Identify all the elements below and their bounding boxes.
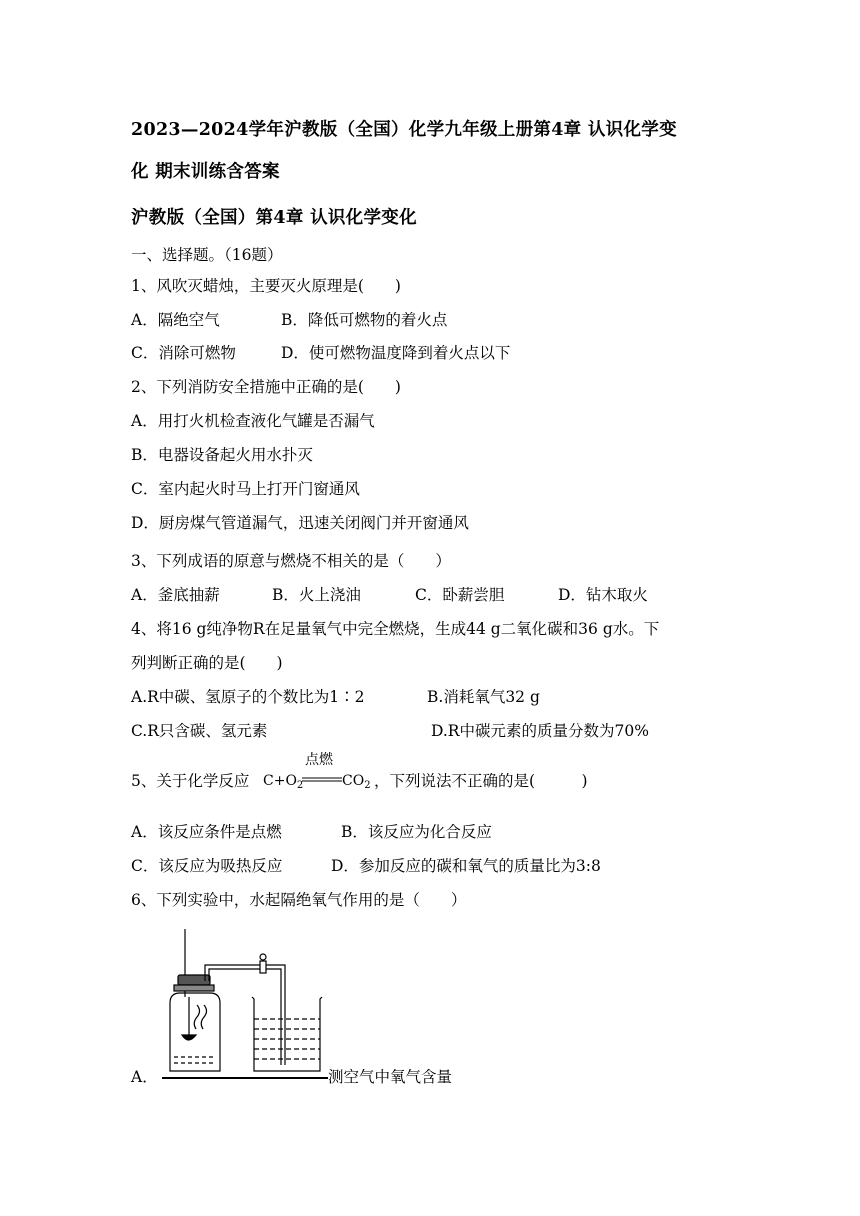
q4-stem-line1: 4、将16 g纯净物R在足量氧气中完全燃烧，生成44 g二氧化碳和36 g水。下 [131, 620, 660, 638]
document-title-line2: 化 期末训练含答案 [131, 162, 280, 182]
q5-equation-left [263, 773, 303, 794]
q1-option-b: B．降低可燃物的着火点 [281, 311, 448, 329]
q1-option-d: D．使可燃物温度降到着火点以下 [281, 344, 511, 362]
q1-stem: 1、风吹灭蜡烛，主要灭火原理是( ) [131, 277, 401, 295]
q5-equation-left-text: C+O [263, 773, 297, 789]
q5-equation-right [342, 773, 371, 794]
q1-option-c: C．消除可燃物 [131, 344, 236, 362]
equals-arrow-icon [302, 777, 342, 783]
q5-option-c: C．该反应为吸热反应 [131, 857, 283, 875]
q5-option-b: B．该反应为化合反应 [341, 823, 492, 841]
document-title-line1: 2023—2024学年沪教版（全国）化学九年级上册第4章 认识化学变 [131, 120, 677, 140]
q2-stem: 2、下列消防安全措施中正确的是( ) [131, 378, 401, 396]
q4-stem-line2: 列判断正确的是( ) [131, 654, 283, 672]
q4-option-b: B.消耗氧气32 g [427, 688, 540, 706]
q2-option-b: B．电器设备起火用水扑灭 [131, 446, 313, 464]
q5-reaction-condition: 点燃 [305, 752, 333, 768]
chapter-heading: 沪教版（全国）第4章 认识化学变化 [131, 208, 417, 228]
q3-stem: 3、下列成语的原意与燃烧不相关的是（ ） [131, 552, 451, 570]
q5-option-d: D．参加反应的碳和氧气的质量比为3:8 [331, 857, 601, 875]
q6-stem: 6、下列实验中，水起隔绝氧气作用的是（ ） [131, 891, 467, 909]
q6-option-a-caption: 测空气中氧气含量 [328, 1068, 453, 1086]
q5-stem-suffix: ，下列说法不正确的是( ) [374, 772, 588, 790]
q4-option-c: C.R只含碳、氢元素 [131, 722, 268, 740]
q5-option-a: A．该反应条件是点燃 [131, 823, 282, 841]
q2-option-a: A．用打火机检查液化气罐是否漏气 [131, 412, 375, 430]
q4-option-a: A.R中碳、氢原子的个数比为1∶2 [131, 688, 365, 706]
q4-option-d: D.R中碳元素的质量分数为70% [431, 722, 649, 740]
q3-option-c: C．卧薪尝胆 [415, 586, 505, 604]
q1-option-a: A．隔绝空气 [131, 311, 220, 329]
q3-option-b: B．火上浇油 [272, 586, 361, 604]
q5-equation-right-text: CO [342, 773, 365, 789]
q3-option-a: A．釜底抽薪 [131, 586, 220, 604]
section-heading: 一、选择题。（16题） [131, 246, 283, 264]
oxygen-measurement-apparatus-illustration [160, 925, 330, 1085]
q2-option-c: C．室内起火时马上打开门窗通风 [131, 480, 360, 498]
q3-option-d: D．钻木取火 [558, 586, 648, 604]
q5-equation-left-subscript: 2 [296, 780, 304, 791]
q5-stem-prefix: 5、关于化学反应 [131, 772, 250, 790]
q5-equation-right-subscript: 2 [364, 780, 371, 791]
q6-option-a-label: A． [131, 1068, 158, 1086]
q2-option-d: D．厨房煤气管道漏气，迅速关闭阀门并开窗通风 [131, 514, 469, 532]
